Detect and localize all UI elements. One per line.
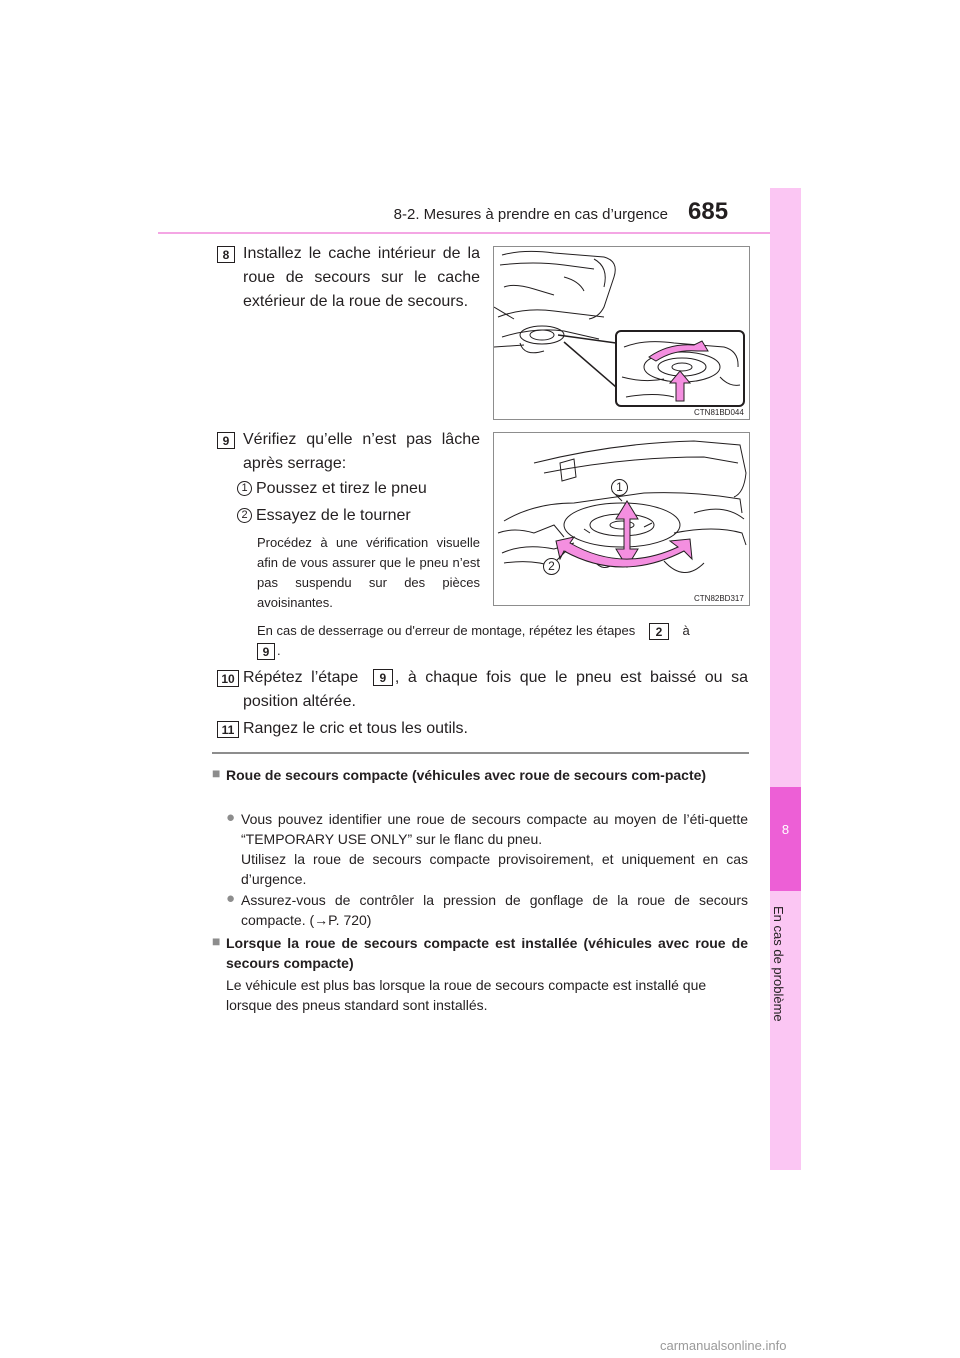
step-9-text: Vérifiez qu’elle n’est pas lâche après serrage:	[243, 431, 480, 472]
repeat-text: En cas de desserrage ou d'erreur de montage, répétez les étapes	[257, 623, 636, 638]
note-2-title: Lorsque la roue de secours compacte est installée (véhicules avec roue de secours compacte)	[226, 935, 748, 971]
step-10-text	[243, 666, 748, 714]
step-9-visual-check-note: Procédez à une vérification visuelle afin de vous assurer que le pneu n’est pas suspendu sur des pièces avoisinantes.	[257, 535, 480, 610]
note-1-bullet-2	[241, 890, 748, 930]
step-badge-8: 8	[217, 246, 235, 263]
header-rule	[158, 232, 800, 234]
step-10-post: , à chaque fois que le pneu est baissé ou sa position altérée.	[243, 669, 749, 710]
sub-step-2-text: Essayez de le tourner	[256, 507, 411, 524]
figure-spare-wheel-cover	[493, 246, 750, 420]
repeat-end: .	[277, 643, 281, 658]
figure-check-tire	[493, 432, 750, 606]
page-number: 685	[688, 198, 729, 225]
notes-separator	[212, 752, 749, 754]
step-ref-2: 2	[649, 623, 669, 640]
step-10-ref-9: 9	[373, 669, 393, 686]
bullet-icon: ●	[226, 890, 236, 907]
figure-code-9: CTN82BD317	[694, 594, 744, 603]
chapter-number: 8	[781, 822, 790, 837]
page-reference: P. 720)	[328, 912, 372, 928]
chapter-number-block	[770, 787, 801, 891]
figure-code-8: CTN81BD044	[694, 408, 744, 417]
step-9-repeat-instruction	[257, 621, 757, 661]
step-11-text: Rangez le cric et tous les outils.	[243, 720, 468, 737]
watermark: carmanualsonline.info	[660, 1338, 787, 1353]
note-2-text: Le véhicule est plus bas lorsque la roue de secours compacte est installé que lorsque des pneus standard sont installés.	[226, 977, 707, 1013]
repeat-to-word: à	[682, 623, 690, 638]
step-8-text: Installez le cache intérieur de la roue de secours sur le cache extérieur de la roue de secours.	[243, 245, 480, 310]
section-title: 8-2. Mesures à prendre en cas d’urgence	[393, 206, 668, 223]
note-1-title: Roue de secours compacte (véhicules avec roue de secours com-pacte)	[226, 767, 707, 783]
figure-label-1: 1	[611, 479, 628, 496]
note-square-icon: ■	[212, 765, 221, 781]
spare-wheel-cover-illustration	[494, 247, 750, 420]
chapter-title: En cas de problème	[771, 906, 786, 1022]
figure-label-2: 2	[543, 558, 560, 575]
note-1-bullet-1: Vous pouvez identifier une roue de secours compacte au moyen de l’éti-quette “TEMPORARY USE ONLY” sur le flanc du pneu.	[241, 811, 748, 847]
sub-step-number-2: 2	[237, 508, 252, 523]
check-tire-illustration	[494, 433, 750, 606]
step-10-pre: Répétez l’étape	[243, 669, 359, 686]
note-1-bullet-1-cont: Utilisez la roue de secours compacte provisoirement, et uniquement en cas d’urgence.	[241, 851, 748, 887]
bullet-2-text: Assurez-vous de contrôler la pression de gonflage de la roue de secours compacte. (	[241, 892, 748, 928]
arrow-right-icon: →	[314, 912, 329, 928]
note-square-icon: ■	[212, 933, 221, 949]
bullet-icon: ●	[226, 809, 236, 826]
sub-step-1-text: Poussez et tirez le pneu	[256, 480, 427, 497]
sub-step-number-1: 1	[237, 481, 252, 496]
chapter-side-tab	[770, 188, 801, 1170]
step-badge-9: 9	[217, 432, 235, 449]
step-ref-9: 9	[257, 643, 275, 660]
step-badge-10: 10	[217, 670, 239, 687]
step-badge-11: 11	[217, 721, 239, 738]
